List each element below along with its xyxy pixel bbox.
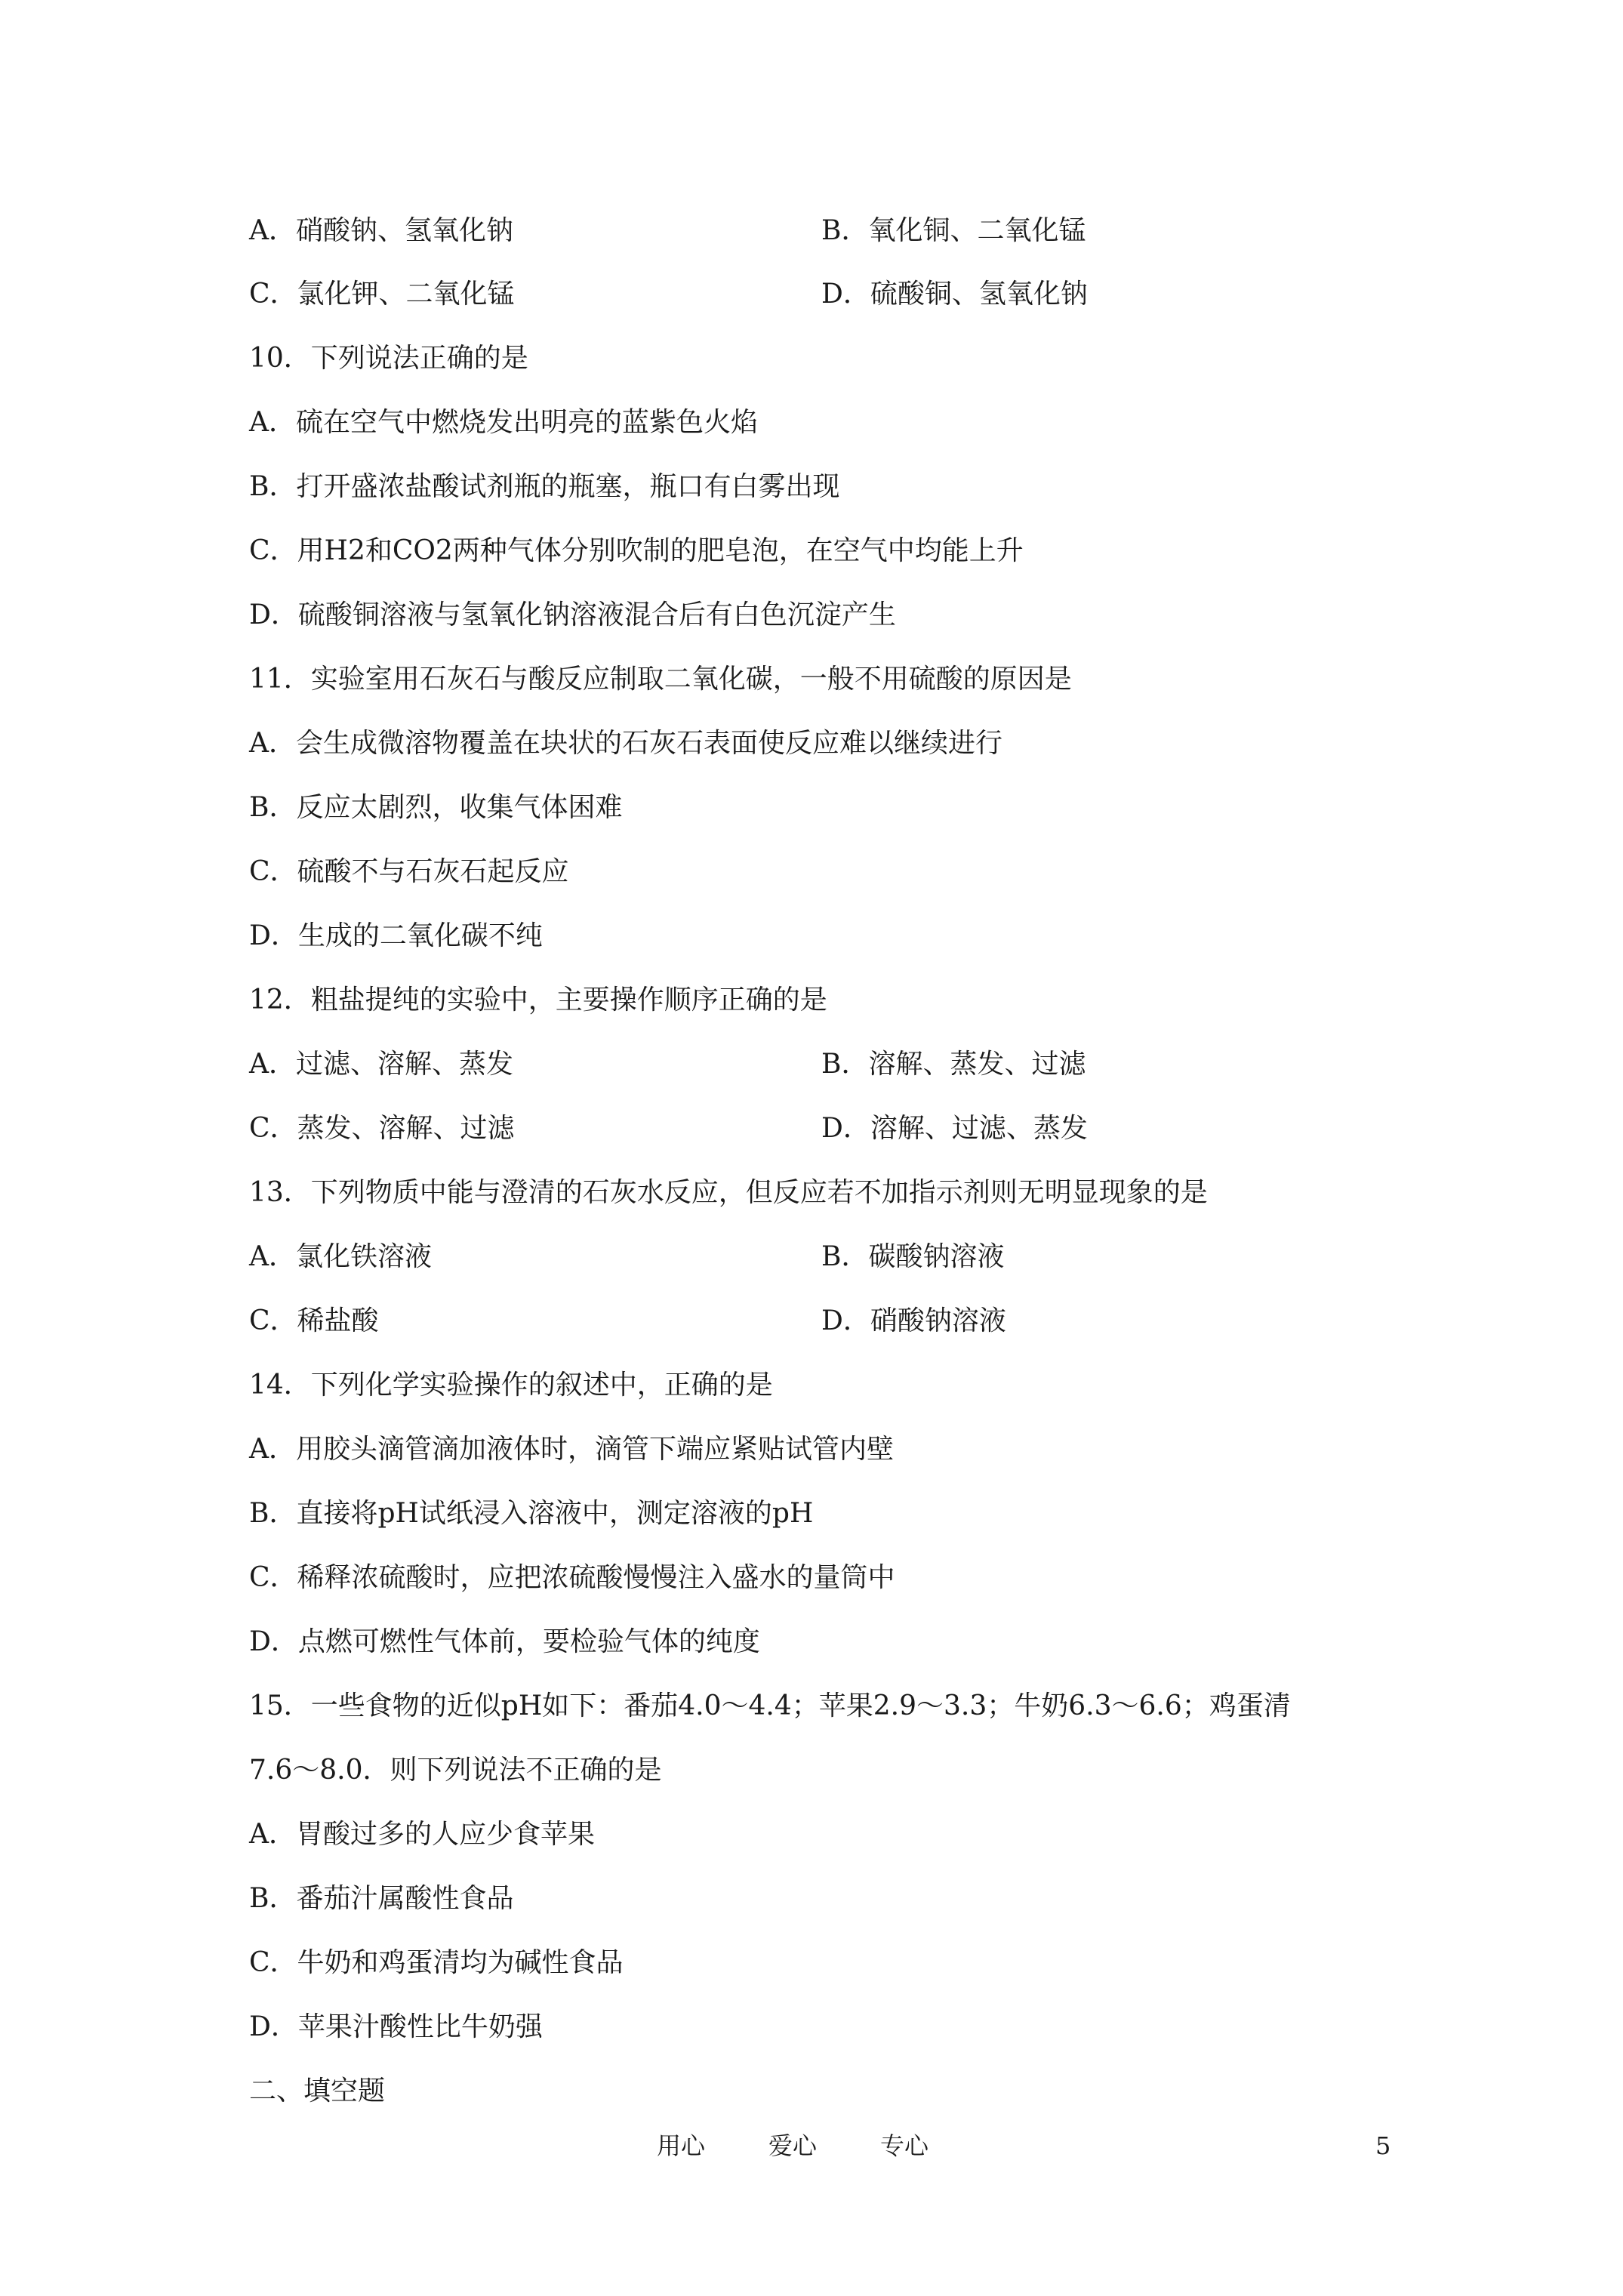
q15-option-d: D．苹果汁酸性比牛奶强	[249, 2011, 543, 2042]
q11-option-a: A．会生成微溶物覆盖在块状的石灰石表面使反应难以继续进行	[249, 728, 1002, 759]
q12-option-a: A．过滤、溶解、蒸发	[249, 1049, 513, 1080]
q9-option-c: C．氯化钾、二氧化锰	[249, 279, 515, 310]
q10-option-a: A．硫在空气中燃烧发出明亮的蓝紫色火焰	[249, 407, 758, 438]
q13-option-d: D．硝酸钠溶液	[821, 1305, 1006, 1336]
q9-option-a: A．硝酸钠、氢氧化钠	[249, 215, 513, 246]
q11-stem: 11．实验室用石灰石与酸反应制取二氧化碳，一般不用硫酸的原因是	[249, 664, 1072, 695]
q13-stem: 13．下列物质中能与澄清的石灰水反应，但反应若不加指示剂则无明显现象的是	[249, 1177, 1208, 1208]
q14-option-d: D．点燃可燃性气体前，要检验气体的纯度	[249, 1626, 760, 1657]
q15-option-a: A．胃酸过多的人应少食苹果	[249, 1819, 595, 1850]
footer-right-text: 专心	[880, 2131, 929, 2160]
section-title: 二、填空题	[249, 2076, 386, 2106]
q10-stem: 10．下列说法正确的是	[249, 343, 528, 374]
q12-option-d: D．溶解、过滤、蒸发	[821, 1113, 1088, 1144]
q12-stem: 12．粗盐提纯的实验中，主要操作顺序正确的是	[249, 985, 827, 1015]
q9-option-d: D．硫酸铜、氢氧化钠	[821, 279, 1088, 310]
q15-stem-line1: 15．一些食物的近似pH如下：番茄4.0～4.4；苹果2.9～3.3；牛奶6.3～6.6；鸡蛋清	[249, 1690, 1291, 1721]
q15-stem-line2: 7.6～8.0．则下列说法不正确的是	[249, 1755, 662, 1786]
q10-option-d: D．硫酸铜溶液与氢氧化钠溶液混合后有白色沉淀产生	[249, 599, 896, 630]
q15-option-b: B．番茄汁属酸性食品	[249, 1883, 514, 1914]
q12-option-c: C．蒸发、溶解、过滤	[249, 1113, 515, 1144]
q14-option-b: B．直接将pH试纸浸入溶液中，测定溶液的pH	[249, 1498, 814, 1529]
q13-option-b: B．碳酸钠溶液	[821, 1241, 1005, 1272]
q14-option-c: C．稀释浓硫酸时，应把浓硫酸慢慢注入盛水的量筒中	[249, 1562, 895, 1593]
q10-option-b: B．打开盛浓盐酸试剂瓶的瓶塞，瓶口有白雾出现	[249, 471, 840, 502]
q14-stem: 14．下列化学实验操作的叙述中，正确的是	[249, 1370, 773, 1401]
q13-option-c: C．稀盐酸	[249, 1305, 379, 1336]
footer-left-text: 用心	[657, 2131, 706, 2160]
q10-option-c: C．用H2和CO2两种气体分别吹制的肥皂泡，在空气中均能上升	[249, 535, 1024, 566]
q13-option-a: A．氯化铁溶液	[249, 1241, 432, 1272]
q12-option-b: B．溶解、蒸发、过滤	[821, 1049, 1086, 1080]
q11-option-b: B．反应太剧烈，收集气体困难	[249, 792, 623, 823]
page-number: 5	[1375, 2131, 1391, 2160]
q15-option-c: C．牛奶和鸡蛋清均为碱性食品	[249, 1947, 624, 1978]
q11-option-c: C．硫酸不与石灰石起反应	[249, 856, 569, 887]
q11-option-d: D．生成的二氧化碳不纯	[249, 920, 543, 951]
footer-middle-text: 爱心	[768, 2131, 818, 2160]
q14-option-a: A．用胶头滴管滴加液体时，滴管下端应紧贴试管内壁	[249, 1434, 894, 1465]
q9-option-b: B．氧化铜、二氧化锰	[821, 215, 1086, 246]
